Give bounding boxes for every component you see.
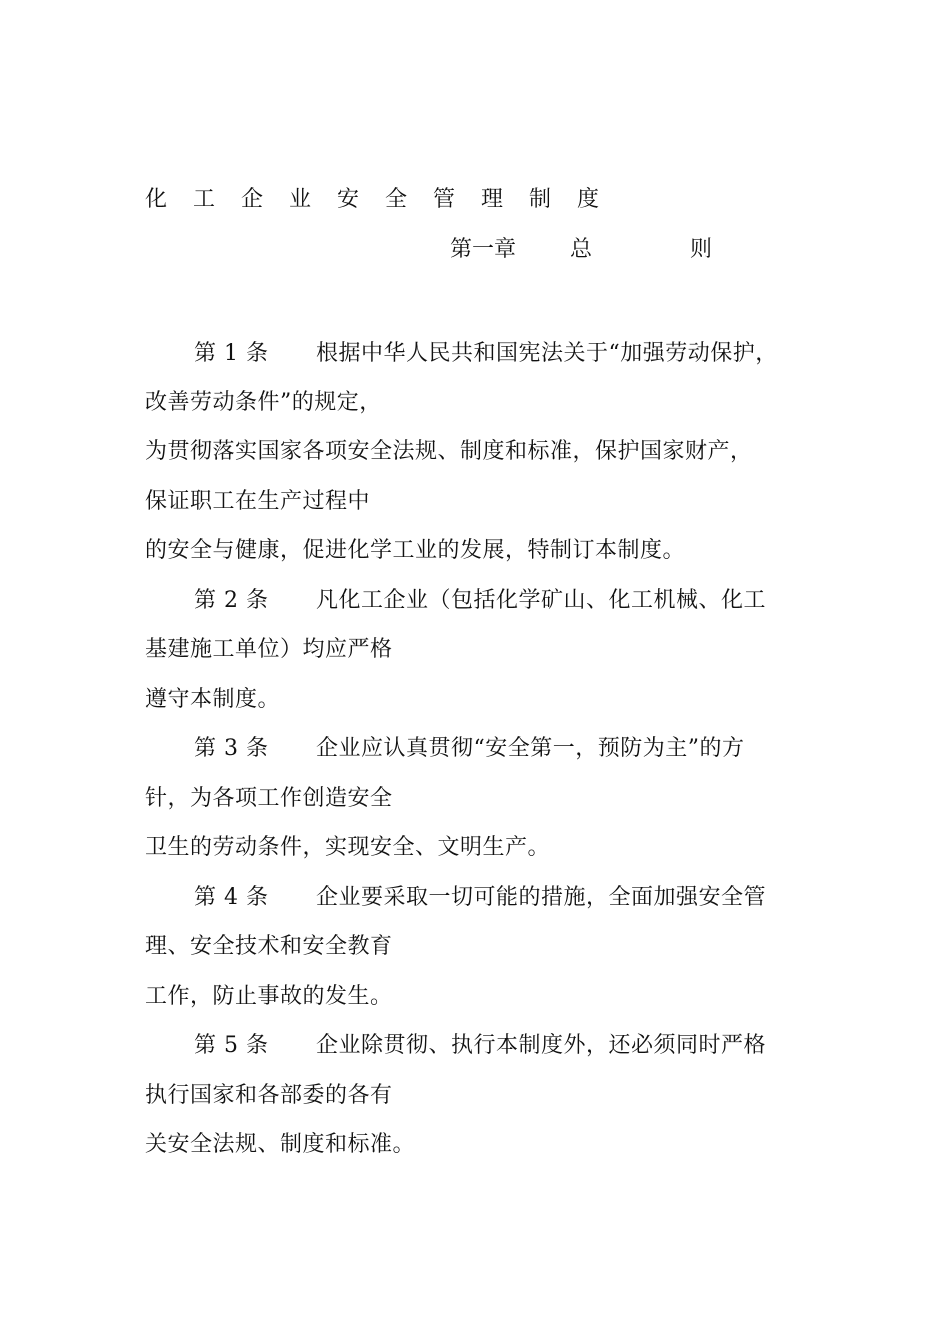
article-text: 企业除贯彻、执行本制度外，还必须同时严格 <box>316 1033 767 1058</box>
title-char: 化 <box>145 187 168 212</box>
article-line: 遵守本制度。 <box>145 687 281 712</box>
article-text: 凡化工企业（包括化学矿山、化工机械、化工 <box>316 588 767 613</box>
title-char: 工 <box>193 187 216 212</box>
article-line: 的安全与健康，促进化学工业的发展，特制订本制度。 <box>145 538 686 563</box>
title-char: 管 <box>433 187 456 212</box>
article-line: 执行国家和各部委的各有 <box>145 1083 393 1108</box>
title-char: 度 <box>577 187 600 212</box>
article-line: 理、安全技术和安全教育 <box>145 934 393 959</box>
article-3-first-line <box>194 735 745 763</box>
article-number: 第 5 条 <box>194 1033 269 1058</box>
article-line: 卫生的劳动条件，实现安全、文明生产。 <box>145 835 551 860</box>
article-line: 工作，防止事故的发生。 <box>145 984 393 1009</box>
article-5-first-line <box>194 1032 766 1060</box>
title-char: 安 <box>337 187 360 212</box>
article-line: 保证职工在生产过程中 <box>145 489 371 514</box>
article-line: 基建施工单位）均应严格 <box>145 637 393 662</box>
article-number: 第 4 条 <box>194 885 269 910</box>
title-char: 全 <box>385 187 408 212</box>
article-text: 企业要采取一切可能的措施，全面加强安全管 <box>316 885 767 910</box>
article-text: 根据中华人民共和国宪法关于“加强劳动保护， <box>316 341 778 366</box>
chapter-word-2: 则 <box>690 237 713 262</box>
title-char: 企 <box>241 187 264 212</box>
article-line: 针，为各项工作创造安全 <box>145 786 393 811</box>
document-title <box>145 186 625 214</box>
title-char: 业 <box>289 187 312 212</box>
chapter-number: 第一章 <box>450 237 517 262</box>
article-2-first-line <box>194 587 766 615</box>
article-1-first-line <box>194 340 778 368</box>
title-char: 制 <box>529 187 552 212</box>
article-4-first-line <box>194 884 766 912</box>
article-number: 第 3 条 <box>194 736 269 761</box>
article-text: 企业应认真贯彻“安全第一，预防为主”的方 <box>316 736 745 761</box>
article-line: 关安全法规、制度和标准。 <box>145 1132 416 1157</box>
article-line: 为贯彻落实国家各项安全法规、制度和标准，保护国家财产， <box>145 439 753 464</box>
article-line: 改善劳动条件”的规定， <box>145 390 382 415</box>
article-number: 第 1 条 <box>194 341 269 366</box>
title-char: 理 <box>481 187 504 212</box>
chapter-word-1: 总 <box>570 237 593 262</box>
article-number: 第 2 条 <box>194 588 269 613</box>
